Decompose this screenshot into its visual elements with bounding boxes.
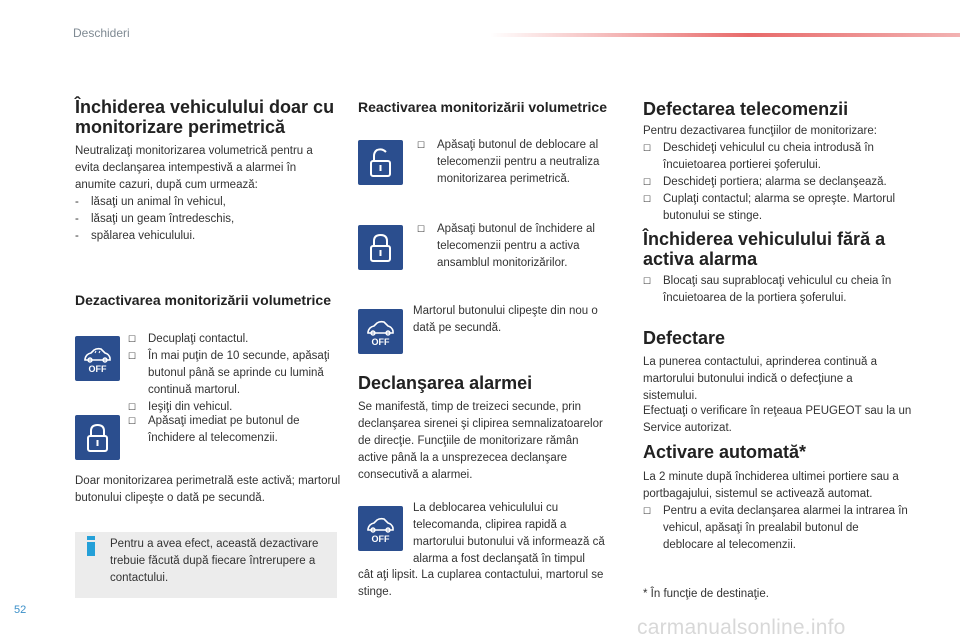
watermark: carmanualsonline.info [637,616,846,639]
col2-title: Reactivarea monitorizării volumetrice [358,99,607,115]
list-item: - lăsaţi un animal în vehicul, [75,194,330,211]
list-item: - spălarea vehiculului. [75,228,330,245]
list-item: ☐ Ieşiţi din vehicul. [128,399,338,416]
bullet-icon: ☐ [417,224,426,234]
fault-text-b: Efectuaţi o verificare în reţeaua PEUGEOT sau la un Service autorizat. [643,405,912,434]
bullet-icon: ☐ [128,402,137,412]
col2-led-note: Martorul butonului clipeşte din nou o dată pe secundă. [413,305,598,334]
list-item: ☐ Cuplaţi contactul; alarma se opreşte. Martorul butonului se stinge. [643,193,896,222]
remote-fault-body [643,123,918,225]
unlock-note-a: La deblocarea vehiculului cu telecomanda, clipirea rapidă a martorului butonului vă informează că alarma a fost declanşată în timpul [413,502,605,565]
auto-title: Activare automată* [643,442,807,462]
remote-intro: Pentru dezactivarea funcţiilor de monitorizare: [643,125,877,137]
unlock-icon [358,140,403,185]
list-item: ☐ Decuplaţi contactul. [128,331,338,348]
col2-step-unlock [417,137,617,188]
no-alarm-body [643,273,913,307]
fault-text-a: La punerea contactului, aprinderea continuă a martorului butonului indică o defecţiune a sistemului. [643,356,878,402]
page-number: 52 [14,604,27,616]
col1-title: Închiderea vehiculului doar cu monitorizare perimetrică [75,97,335,137]
info-text: Pentru a avea efect, această dezactivare trebuie făcută după fiecare întrerupere a contactului. [110,538,319,584]
fault-title: Defectare [643,328,726,348]
section-title: Deschideri [73,26,130,40]
list-item: ☐ Apăsaţi butonul de închidere al telecomenzii pentru a activa ansamblul monitorizărilor. [417,223,595,269]
auto-body [643,469,908,554]
col1-steps-b [128,413,338,447]
col2-step-lock [417,221,617,272]
col1-subtitle: Dezactivarea monitorizării volumetrice [75,292,331,308]
col1-steps-a [128,331,338,416]
list-item: ☐ Deschideţi portiera; alarma se declanşează. [643,174,918,191]
list-item: ☐ În mai puţin de 10 secunde, apăsaţi butonul până se aprinde cu lumină continuă martorul. [128,350,330,396]
col1-intro-text: Neutralizaţi monitorizarea volumetrică pentru a evita declanşarea intempestivă a alarmei în anumite cazuri, după cum urmează: [75,145,313,191]
alarm-off-icon [75,336,120,381]
off-label: OFF [371,337,390,347]
col1-intro [75,143,330,245]
no-alarm-title: Închiderea vehiculului fără a activa alarma [643,229,886,269]
alarm-off-icon [358,309,403,354]
bullet-icon: ☐ [643,177,652,187]
bullet-icon: ☐ [643,194,652,204]
list-item: ☐ Apăsaţi butonul de deblocare al telecomenzii pentru a neutraliza monitorizarea perimetrică. [417,139,600,185]
bullet-icon: ☐ [643,506,652,516]
dash-marker: - [75,196,79,208]
lock-icon [75,415,120,460]
header-rule [490,33,960,37]
lock-icon [358,225,403,270]
footnote: * În funcţie de destinaţie. [643,588,769,600]
dash-marker: - [75,213,79,225]
bullet-icon: ☐ [128,351,137,361]
off-label: OFF [88,364,107,374]
bullet-icon: ☐ [128,416,137,426]
dash-marker: - [75,230,79,242]
off-label: OFF [371,534,390,544]
bullet-icon: ☐ [128,334,137,344]
alarm-title: Declanşarea alarmei [358,373,533,393]
list-item: - lăsaţi un geam întredeschis, [75,211,330,228]
remote-fault-title: Defectarea telecomenzii [643,99,849,119]
bullet-icon: ☐ [417,140,426,150]
col1-note: Doar monitorizarea perimetrală este activă; martorul butonului clipeşte o dată pe secundă. [75,475,341,504]
list-item: ☐ Deschideţi vehiculul cu cheia introdusă în încuietoarea portierei şoferului. [643,142,874,171]
list-item: ☐ Pentru a evita declanşarea alarmei la intrarea în vehicul, apăsaţi în prealabil butonul de deblocare al telecomenzii. [643,505,908,551]
bullet-icon: ☐ [643,143,652,153]
list-item: ☐ Blocaţi sau suprablocaţi vehiculul cu cheia în încuietoarea de la portiera şoferului. [643,275,892,304]
unlock-note-b: cât aţi lipsit. La cuplarea contactului, martorul se stinge. [358,569,604,598]
info-icon [86,536,96,556]
alarm-text: Se manifestă, timp de treizeci secunde, prin declanşarea sirenei şi clipirea semnalizatoarelor de direcţie. Funcţiile de monitorizare rămân active până la a unsprezecea declanşare consecutivă a alarmei. [358,401,603,481]
alarm-off-icon [358,506,403,551]
list-item: ☐ Apăsaţi imediat pe butonul de închidere al telecomenzii. [128,415,300,444]
auto-text: La 2 minute după închiderea ultimei portiere sau a portbagajului, sistemul se activează automat. [643,471,899,500]
bullet-icon: ☐ [643,276,652,286]
col1-dash-list [75,194,330,245]
